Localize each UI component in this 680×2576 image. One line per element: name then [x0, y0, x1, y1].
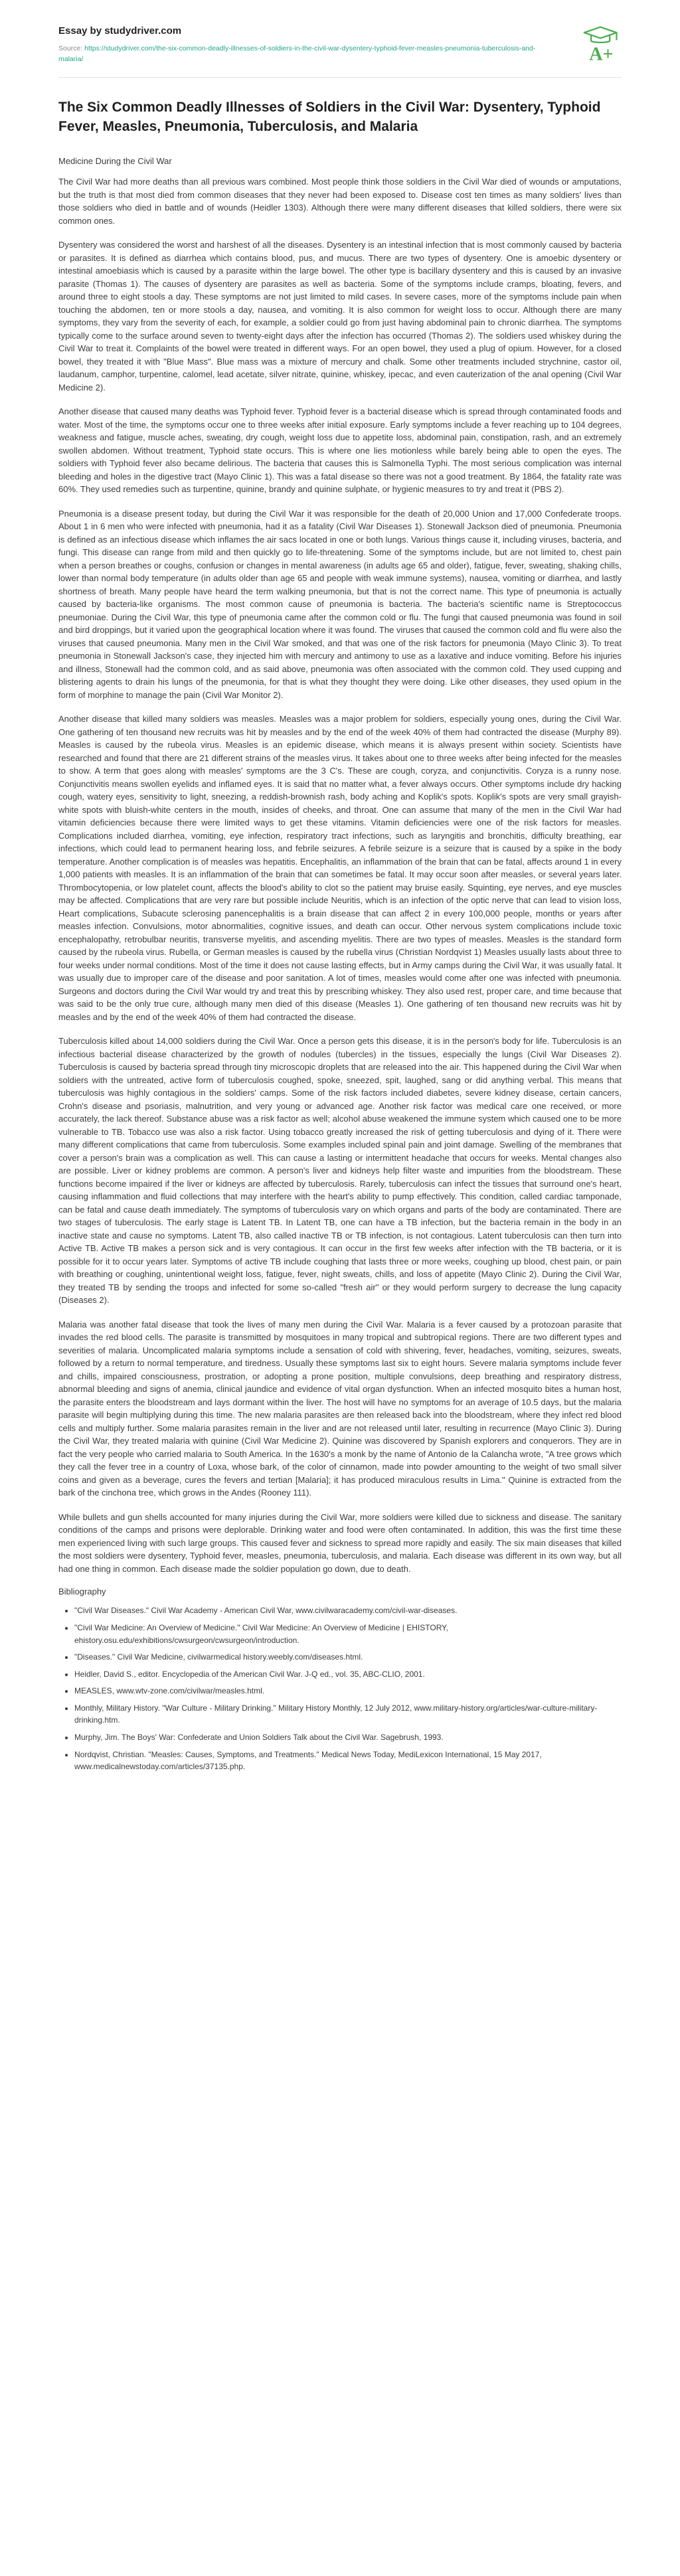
bibliography-item: • Monthly, Military History. "War Culture - Military Drinking." Military History Monthly, 12 July 2012, www.military-history.org/articles/war-culture-military-drinking.htm. [74, 1702, 622, 1727]
bibliography-item: • Nordqvist, Christian. "Measles: Causes, Symptoms, and Treatments." Medical News Today, MediLexicon International, 15 May 2017, www.medicalnewstoday.com/articles/37135.php. [74, 1749, 622, 1773]
page-header [58, 23, 622, 65]
essay-content [58, 98, 622, 1773]
bibliography-item: • MEASLES, www.wtv-zone.com/civilwar/measles.html. [74, 1685, 622, 1697]
bibliography-title: Bibliography [58, 1587, 106, 1597]
bibliography-item: • "Civil War Diseases." Civil War Academy - American Civil War, www.civilwaracademy.com/civil-war-diseases. [74, 1604, 622, 1617]
bibliography-item: • "Civil War Medicine: An Overview of Medicine." Civil War Medicine: An Overview of Medicine | EHISTORY, ehistory.osu.edu/exhibitions/cwsurgeon/cwsurgeon/introduction. [74, 1622, 622, 1646]
essay-paragraph-measles: Another disease that killed many soldiers was measles. Measles was a major problem for soldiers, especially young ones, during the Civil War. One gathering of ten thousand new recruits was hit by measles and by the end of the week 40% of them had contracted the disease (Murphy 89). Measles is caused by the rubeola virus. Measles is an epidemic disease, which means it is always present within society. Scientists have researched and found that there are 21 different strains of the measles virus. It takes about one to three weeks after being infected for the measles to show. A term that goes along with measles' symptoms are the 3 C's. These are cough, coryza, and conjunctivitis. Coryza is a runny nose. Conjunctivitis means swollen eyelids and inflamed eyes. It is said that no matter what, a fever always occurs. Other symptoms include dry hacking cough, watery eyes, sensitivity to light, sneezing, a reddish-brownish rash, body aching and Koplik's spots. Koplik's spots are very small grayish-white spots with bluish-white centers in the mouth, insides of cheeks, and throat. One can assume that many of the men in the Civil War had vitamin deficiencies because there were limited ways to get these vitamins. Vitamin deficiencies were one of the risk factors for measles. Complications included diarrhea, vomiting, eye infection, respiratory tract infections, such as laryngitis and bronchitis, difficulty breathing, ear infections, which could lead to permanent hearing loss, and febrile seizures. A febrile seizure is a seizure that is caused by a spike in the body temperature. Another complication is of measles was hepatitis. Encephalitis, an inflammation of the brain that can be fatal, affects around 1 in every 1,000 patients with measles. It is an inflammation of the brain that can sometimes be fatal. It may occur soon after measles, or several years later. Thrombocytopenia, or low platelet count, affects the blood's ability to clot so the patient may bruise easily. Squinting, eye nerves, and eye muscles may be affected. Complications that are very rare but possible include Neuritis, which is an infection of the optic nerve that can lead to vision loss, Heart complications, Subacute sclerosing panencephalitis is a brain disease that can affect 2 in every 100,000 people, months or years after measles infection. Convulsions, motor abnormalities, cognitive issues, and death can occur. Other nervous system complications include toxic encephalopathy, retrobulbar neuritis, transverse myelitis, and ascending myelitis. There are two types of measles. Measles is the standard form caused by the rubeola virus. Rubella, or German measles is caused by the rubella virus (Christian Nordqvist 1) Measles usually lasts about three to four weeks under normal conditions. Most of the time it does not cause lasting effects, but in Army camps during the Civil War, it was usually fatal. It was usually due to improper care of the disease and poor sanitation. A lot of times, measles would come after one was infected with pneumonia. Surgeons and doctors during the Civil War would try and treat this by prescribing whiskey. They also used rest, proper care, and time because that was said to be the only true cure, although many men died of this disease (Measles 1). One gathering of ten thousand new recruits was hit by measles and by the end of the week 40% of them had contracted the disease. [58, 714, 622, 1022]
essay-paragraph-pneumonia: Pneumonia is a disease present today, but during the Civil War it was responsible for the death of 20,000 Union and 17,000 Confederate troops. About 1 in 6 men who were infected with pneumonia, had it as a fatality (Civil War Diseases 1). Stonewall Jackson died of pneumonia. Pneumonia is defined as an infectious disease which inflames the air sacs located in one or both lungs. Various things cause it, including viruses, bacteria, and fungi. This disease can range from mild and then quickly go to life-threatening. Some of the symptoms include, but are not limited to, chest pain when a person breathes or coughs, confusion or changes in mental awareness (in adults age 65 and older), fatigue, fever, sweating, shaking chills, lower than normal body temperature (in adults older than age 65 and people with weak immune systems), nausea, vomiting or diarrhea, and lastly shortness of breath. Many people have heard the term walking pneumonia, but that is not the correct name. This type of pneumonia is actually caused by bacteria-like organisms. The most common cause of pneumonia is bacteria. The bacteria's scientific name is Streptococcus pneumoniae. During the Civil War, this type of pneumonia came after the common cold or flu. The fungi that caused pneumonia was found in soil and bird droppings, but it varied upon the geographical location where it was found. The viruses that caused the common cold and flu were also the viruses that caused pneumonia. Many men in the Civil War smoked, and that was one of the risk factors for pneumonia (Mayo Clinic 3). To treat pneumonia in Stonewall Jackson's case, they injected him with mercury and antimony to use as a laxative and induce vomiting. Before his injuries and illness, Stonewall had the common cold, and as said above, pneumonia was often associated with the common cold. They used cupping and blistering agents to drain his lungs of the pneumonia, for that is what they thought they were doing. Like other diseases, they used opium in the form of morphine to manage the pain (Civil War Monitor 2). [58, 508, 622, 700]
essay-subtitle: Medicine During the Civil War [58, 156, 172, 167]
bibliography-item: • Heidler, David S., editor. Encyclopedia of the American Civil War. J-Q ed., vol. 35, ABC-CLIO, 2001. [74, 1668, 622, 1681]
essay-paragraph-malaria: Malaria was another fatal disease that took the lives of many men during the Civil War. Malaria is a fever caused by a protozoan parasite that invades the red blood cells. The parasite is transmitted by mosquitoes in many tropical and subtropical regions. There are two different types and severities of malaria. Uncomplicated malaria symptoms include a sensation of cold with shivering, fever, headaches, vomiting, seizures, sweats, followed by a return to normal temperature, and tiredness. Usually these symptoms last six to eight hours. Severe malaria symptoms include fever and chills, impaired consciousness, prostration, or adopting a prone position, multiple convulsions, deep breathing and respiratory distress, abnormal bleeding and signs of anemia, clinical jaundice and evidence of vital organ dysfunction. When an infected mosquito bites a human host, the parasite enters the bloodstream and lays dormant within the liver. The host will have no symptoms for an average of 10.5 days, but the malaria parasite will begin multiplying during this time. The new malaria parasites are then released back into the bloodstream, where they infect red blood cells and multiply further. Some malaria parasites remain in the liver and are not released until later, resulting in recurrence (Mayo Clinic 3). During the Civil War, they treated malaria with quinine (Civil War Medicine 2). Quinine was discovered by Spanish explorers and conquerors. They are in fact the very people who carried malaria to South America. In the 1630's a monk by the name of Antonio de la Calancha wrote, "A tree grows which they call the fever tree in a country of Loxa, whose bark, of the color of cinnamon, made into powder amounting to the weight of two small silver coins and given as a beverage, cures the fevers and tertian [Malaria]; it has produced miraculous results in Lima." Quinine is extracted from the bark of the cinchona tree, which grows in the Andes (Rooney 111). [58, 1319, 622, 1498]
header-divider [58, 77, 622, 78]
studydriver-logo [582, 24, 622, 64]
essay-title: The Six Common Deadly Illnesses of Soldiers in the Civil War: Dysentery, Typhoid Fever, Measles, Pneumonia, Tuberculosis, and Malaria [58, 99, 601, 134]
svg-text:A+: A+ [589, 44, 614, 64]
bibliography-list [58, 1604, 622, 1773]
site-title: Essay by studydriver.com [58, 25, 182, 37]
essay-paragraph-typhoid: Another disease that caused many deaths was Typhoid fever. Typhoid fever is a bacterial disease which is spread through contaminated foods and water. Most of the time, the symptoms occur one to three weeks after initial exposure. Early symptoms include a fever reaching up to 104 degrees, weakness and fatigue, muscle aches, sweating, dry cough, weight loss due to appetite loss, abdominal pain, constipation, rash, and an extremely swollen abdomen. Without treatment, Typhoid state occurs. This is where one lies motionless while barely being able to open the eyes. The soldiers with Typhoid fever also became delirious. The bacteria that causes this is Salmonella Typhi. The most serious complication was internal bleeding and holes in the digestive tract (Mayo Clinic 1). This was a fatal disease so there was not a good treatment. By 1864, the fatality rate was 60%. They used remedies such as turpentine, quinine, brandy and quinine sulphate, or hygienic measures to try and treat it (PBS 2). [58, 406, 622, 495]
essay-paragraph-dysentery: Dysentery was considered the worst and harshest of all the diseases. Dysentery is an intestinal infection that is most commonly caused by bacteria or parasites. It is defined as diarrhea which contains blood, pus, and mucus. There are two types of dysentery. One is amoebic dysentery or intestinal amoebiasis which is caused by a parasite within the large bowel. The other type is bacillary dysentery and this is caused by an invasive parasite (Thomas 1). The causes of dysentery are parasites as well as bacteria. Some of the symptoms include cramps, bloating, fevers, and around three to eight stools a day. These symptoms are not just limited to mild cases. In severe cases, more of the symptoms include pain when touching the abdomen, ten or more stools a day, nausea, and vomiting. It is also common for weight loss to occur. Although there are many symptoms, they vary from the severity of each, for example, a soldier could go from just having abdominal pain to chronic diarrhea. The symptoms typically come to the surface around seven to twenty-eight days after the infection has occurred (Thomas 2). The soldiers used whiskey during the Civil War to treat it. Complaints of the bowel were treated in different ways. For an open bowel, they used a plug of opium. However, for a closed bowel, they treated it with "Blue Mass". Blue mass was a mixture of mercury and chalk. Some other treatments included strychnine, castor oil, laudanum, camphor, turpentine, calomel, lead acetate, silver nitrate, quinine, whiskey, ipecac, and even cauterization of the anal opening (Civil War Medicine 2). [58, 240, 622, 392]
graduation-cap-a-plus-icon [582, 24, 622, 64]
source-link[interactable]: https://studydriver.com/the-six-common-deadly-illnesses-of-soldiers-in-the-civil-war-dysentery-typhoid-fever-measles-pneumonia-tuberculosis-and-malaria/ [58, 44, 536, 64]
essay-paragraph-conclusion: While bullets and gun shells accounted for many injuries during the Civil War, more soldiers were killed due to sickness and disease. The sanitary conditions of the camps and prisons were deplorable. Drinking water and food were often contaminated. In addition, this was the first time these men experienced living with such large groups. This caused fever and sickness to spread more rapidly and easily. The six main diseases that killed the most soldiers were dysentery, Typhoid fever, measles, pneumonia, tuberculosis, and malaria. Each disease was different in its own way, but all had one thing in common. Each disease made the soldier population go down, due to death. [58, 1511, 622, 1574]
bibliography-item: • Murphy, Jim. The Boys' War: Confederate and Union Soldiers Talk about the Civil War. Sagebrush, 1993. [74, 1731, 622, 1744]
essay-paragraph-intro: The Civil War had more deaths than all previous wars combined. Most people think those soldiers in the Civil War died of wounds or amputations, but the truth is that most died from common diseases that they never had been exposed to. Disease cost ten times as many soldiers' lives than those soldiers who died in battle and of wounds (Heidler 1303). Although there were many different diseases that killed soldiers, there were six common ones. [58, 177, 622, 226]
essay-paragraph-tuberculosis: Tuberculosis killed about 14,000 soldiers during the Civil War. Once a person gets this disease, it is in the person's body for life. Tuberculosis is an infectious bacterial disease characterized by the growth of nodules (tubercles) in the tissues, especially the lungs (Civil War Diseases 2). Tuberculosis is caused by bacteria spread through tiny microscopic droplets that are released into the air. This happened during the Civil War when soldiers with the untreated, active form of tuberculosis coughed, spoke, sneezed, spit, laughed, sang or did anything verbal. This means that tuberculosis was highly contagious in the soldiers' camps. Some of the risk factors included diabetes, severe kidney disease, certain cancers, Crohn's disease and psoriasis, malnutrition, and very young or advanced age. Another risk factor was medical care one received, or more accurately, the lack thereof. Substance abuse was a risk factor as well; alcohol abuse weakened the immune system which caused one to be more vulnerable to TB. Tobacco use was also a risk factor. Using tobacco greatly increased the risk of getting tuberculosis and dying of it. There were many different complications that came from tuberculosis. Some examples included spinal pain and joint damage. Swelling of the membranes that cover a person's brain was a complication as well. This can cause a lasting or intermittent headache that occurs for weeks. Mental changes also are possible. Liver or kidney problems are common. A person's liver and kidneys help filter waste and impurities from the bloodstream. These functions become impaired if the liver or kidneys are affected by tuberculosis. Rarely, tuberculosis can infect the tissues that surround one's heart, causing inflammation and fluid collections that may interfere with the heart's ability to pump effectively. This condition, called cardiac tamponade, can be fatal and cause death immediately. The symptoms of tuberculosis vary on which organs and parts of the body are contaminated. There are two stages of tuberculosis. The early stage is Latent TB. In Latent TB, one can have a TB infection, but the bacteria remain in the body in an inactive state and cause no symptoms. Latent TB, also called inactive TB or TB infection, is not contagious. Latent tuberculosis can then turn into Active TB. Active TB makes a person sick and is very contagious. It can occur in the first few weeks after infection with the TB bacteria, or it is possible for it to occur years later. Symptoms of active TB include coughing that lasts three or more weeks, coughing up blood, chest pain, or pain with breathing or coughing, unintentional weight loss, fatigue, fever, night sweats, chills, and loss of appetite (Mayo Clinic 2). During the Civil War, they treated TB by sending the troops and infected for some so-called "fresh air" or they would perform surgery to decrease the lung capacity (Diseases 2). [58, 1036, 622, 1306]
bibliography-item: • "Diseases." Civil War Medicine, civilwarmedical history.weebly.com/diseases.html. [74, 1651, 622, 1664]
header-text-block [58, 23, 537, 65]
source-line [58, 43, 537, 65]
source-label: Source: [58, 44, 83, 52]
